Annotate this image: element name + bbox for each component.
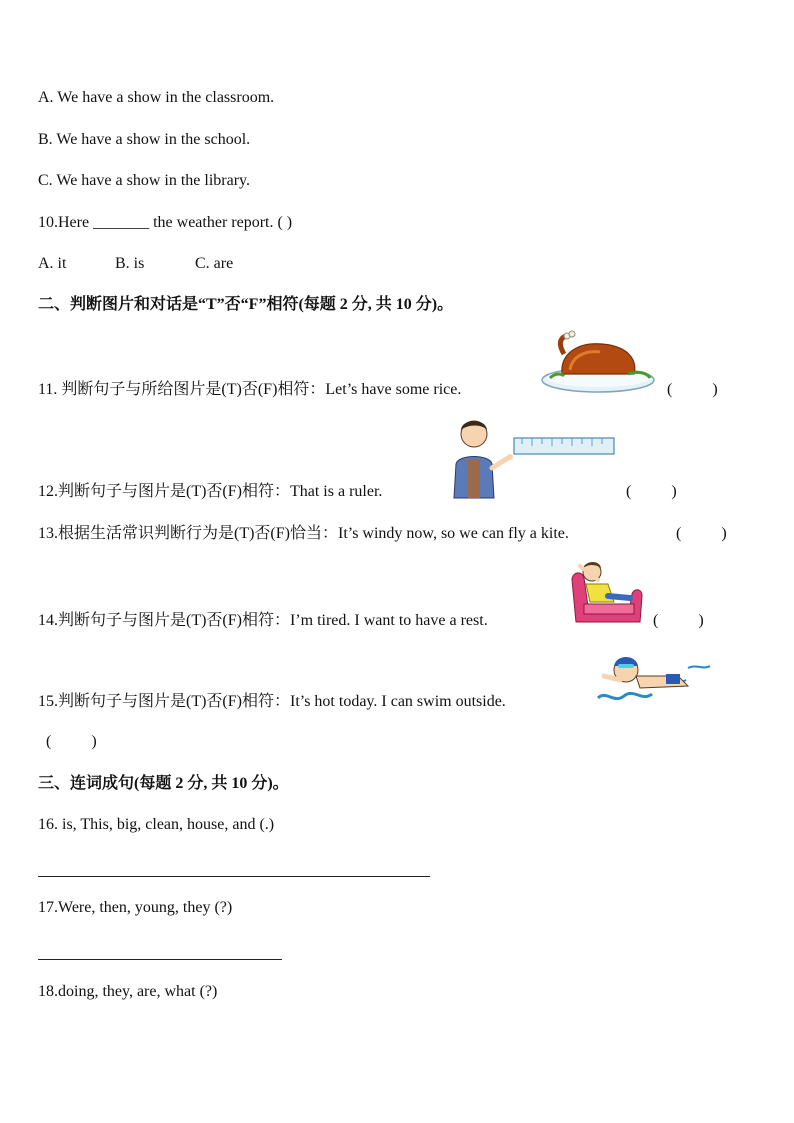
q10-option-c: C. are xyxy=(195,255,234,272)
boy-with-ruler-image xyxy=(446,416,616,500)
q12-answer-parens[interactable]: ( ) xyxy=(626,483,677,500)
section3-heading: 三、连词成句(每题 2 分, 共 10 分)。 xyxy=(38,775,289,792)
q18-words: 18.doing, they, are, what (?) xyxy=(38,983,218,1000)
q16-words: 16. is, This, big, clean, house, and (.) xyxy=(38,816,275,833)
q17-answer-line[interactable] xyxy=(38,959,282,960)
swimmer-image xyxy=(596,646,714,706)
q10-stem xyxy=(38,213,292,233)
q10-option-b: B. is xyxy=(115,255,145,272)
q12-text: 12.判断句子与图片是(T)否(F)相符：That is a ruler. xyxy=(38,483,383,500)
q11-answer-parens[interactable]: ( ) xyxy=(667,381,718,398)
q17-words: 17.Were, then, young, they (?) xyxy=(38,899,233,916)
q10-options xyxy=(38,254,233,274)
q9-option-b: B. We have a show in the school. xyxy=(38,131,251,148)
q10-suffix: the weather report. ( ) xyxy=(153,214,293,231)
q15-answer-parens[interactable]: ( ) xyxy=(46,733,97,750)
q13-answer-parens[interactable]: ( ) xyxy=(676,525,727,542)
q14-answer-parens[interactable]: ( ) xyxy=(653,612,704,629)
resting-person-image xyxy=(568,556,644,626)
q10-blank[interactable]: _______ xyxy=(93,214,150,231)
q10-option-a: A. it xyxy=(38,255,67,272)
section2-heading: 二、判断图片和对话是“T”否“F”相符(每题 2 分, 共 10 分)。 xyxy=(38,296,454,313)
q15-text: 15.判断句子与图片是(T)否(F)相符：It’s hot today. I can swim outside. xyxy=(38,693,506,710)
q9-option-c: C. We have a show in the library. xyxy=(38,172,250,189)
q9-option-a: A. We have a show in the classroom. xyxy=(38,89,275,106)
roast-chicken-image xyxy=(540,330,660,396)
q16-answer-line[interactable] xyxy=(38,876,430,877)
q11-text: 11. 判断句子与所给图片是(T)否(F)相符：Let’s have some rice. xyxy=(38,381,462,398)
q14-text: 14.判断句子与图片是(T)否(F)相符：I’m tired. I want to have a rest. xyxy=(38,612,488,629)
q10-prefix: 10.Here xyxy=(38,214,90,231)
q13-text: 13.根据生活常识判断行为是(T)否(F)恰当：It’s windy now, so we can fly a kite. xyxy=(38,525,569,542)
